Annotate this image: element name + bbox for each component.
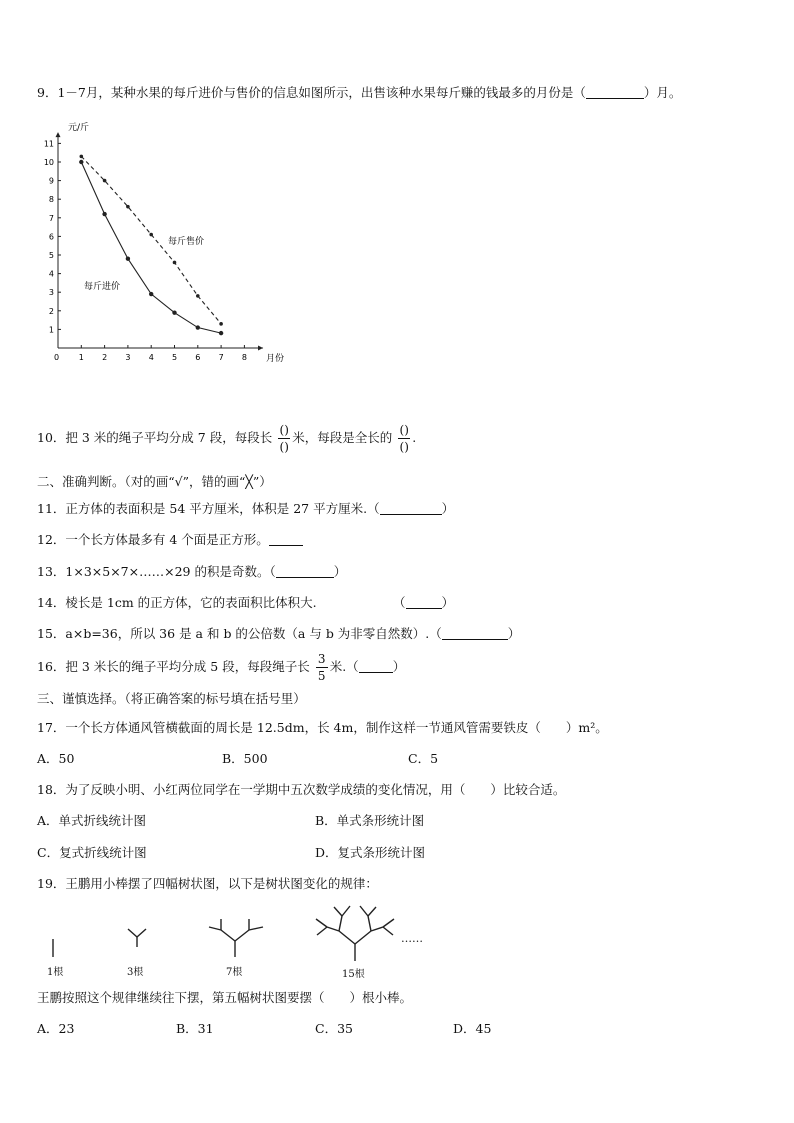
- y-tick-label: 1: [48, 325, 54, 335]
- q19-option-c[interactable]: C．35: [315, 1021, 353, 1036]
- q16-text-a: 16．把 3 米长的绳子平均分成 5 段，每段绳子长: [37, 659, 310, 674]
- q17-option-a[interactable]: A．50: [37, 751, 75, 766]
- section3-heading: 三、谨慎选择。（将正确答案的标号填在括号里）: [37, 691, 306, 706]
- q16-answer-blank[interactable]: [359, 660, 393, 673]
- q16-text-b: 米.（: [329, 659, 359, 674]
- q15-line: [37, 624, 520, 642]
- chart-ticks: [44, 139, 247, 362]
- frac-num: (): [399, 423, 409, 437]
- sell-price-point: [126, 205, 130, 209]
- tree-2-label: 3根: [127, 967, 144, 978]
- q14-answer-blank[interactable]: [406, 596, 442, 609]
- y-tick-label: 8: [48, 195, 54, 205]
- buy-price-point: [172, 310, 176, 314]
- q13-line: [37, 562, 346, 580]
- x-tick-label: 5: [172, 353, 178, 362]
- q19-option-b[interactable]: B．31: [176, 1021, 214, 1036]
- frac-den: (): [399, 440, 409, 454]
- q16-fraction: [316, 653, 328, 682]
- price-line-chart: [40, 118, 300, 378]
- buy-price-point: [196, 325, 200, 329]
- buy-price-point: [219, 331, 223, 335]
- q16-line: [37, 653, 405, 682]
- q18-option-b[interactable]: B．单式条形统计图: [315, 813, 425, 828]
- q12-answer-blank[interactable]: [269, 533, 303, 546]
- tree-ellipsis: ……: [401, 932, 423, 945]
- y-tick-label: 5: [48, 251, 54, 260]
- buy-price-point: [102, 212, 106, 216]
- q10-text-c: .: [412, 430, 417, 445]
- q19-text: 19．王鹏用小棒摆了四幅树状图，以下是树状图变化的规律：: [37, 876, 378, 891]
- frac-den: 5: [317, 669, 326, 683]
- x-tick-label: 7: [218, 353, 224, 362]
- sell-price-point: [149, 233, 153, 237]
- chart-axes: [56, 132, 264, 350]
- q13-text: 13．1×3×5×7×……×29 的积是奇数。（: [37, 564, 276, 579]
- tree-4: [316, 906, 394, 961]
- q15-answer-blank[interactable]: [442, 627, 508, 640]
- q19-option-a[interactable]: A．23: [37, 1021, 75, 1036]
- y-axis-arrow: [56, 132, 61, 137]
- frac-num: (): [279, 423, 289, 437]
- close-paren: ）: [441, 595, 455, 610]
- tree-4-label: 15根: [342, 969, 365, 980]
- x-tick-label: 6: [195, 353, 201, 362]
- sell-price-point: [80, 155, 84, 159]
- q18-option-c[interactable]: C．复式折线统计图: [37, 845, 147, 860]
- x-tick-label: 8: [241, 353, 247, 362]
- chart-ylabel: 元/斤: [68, 123, 90, 133]
- close-paren: ）: [392, 659, 406, 674]
- q9-line: [37, 83, 681, 101]
- q11-answer-blank[interactable]: [380, 502, 442, 515]
- q10-fraction-2[interactable]: [398, 424, 410, 453]
- x-tick-label: 2: [102, 353, 108, 362]
- q12-text: 12．一个长方体最多有 4 个面是正方形。: [37, 532, 269, 547]
- q19-question: 王鹏按照这个规律继续往下摆，第五幅树状图要摆（ ）根小棒。: [37, 990, 413, 1005]
- tree-3-label: 7根: [226, 967, 243, 978]
- q19-option-d[interactable]: D．45: [453, 1021, 492, 1036]
- q17-text: 17．一个长方体通风管横截面的周长是 12.5dm，长 4m，制作这样一节通风管需要铁皮（ ）m²。: [37, 720, 608, 735]
- q18-option-a[interactable]: A．单式折线统计图: [37, 813, 147, 828]
- close-paren: ）: [333, 564, 347, 579]
- legend-sell-label: 每斤售价: [168, 237, 205, 247]
- q11-text: 11．正方体的表面积是 54 平方厘米，体积是 27 平方厘米.（: [37, 501, 380, 516]
- legend-buy-label: 每斤进价: [84, 282, 121, 292]
- frac-bar: [398, 438, 410, 439]
- sell-price-point: [103, 179, 107, 183]
- frac-bar: [278, 438, 290, 439]
- x-axis-arrow: [258, 346, 263, 351]
- q18-text: 18．为了反映小明、小红两位同学在一学期中五次数学成绩的变化情况，用（ ）比较合适。: [37, 782, 566, 797]
- frac-bar: [316, 667, 328, 668]
- y-tick-label: 11: [43, 139, 54, 149]
- sell-price-point: [173, 261, 177, 265]
- q9-text: 9．1－7月，某种水果的每斤进价与售价的信息如图所示，出售该种水果每斤赚的钱最多的月份是（: [37, 85, 586, 100]
- tree-3: [209, 919, 263, 957]
- y-tick-label: 3: [48, 288, 54, 298]
- q10-fraction-1[interactable]: [278, 424, 290, 453]
- q14-answer: （ ）: [393, 595, 455, 610]
- buy-price-point: [149, 292, 153, 296]
- close-paren: ）: [507, 626, 521, 641]
- x-tick-label: 0: [54, 353, 60, 362]
- q17-option-b[interactable]: B．500: [222, 751, 268, 766]
- y-tick-label: 4: [48, 269, 54, 279]
- section2-heading: 二、准确判断。（对的画“√”，错的画“╳”）: [37, 474, 272, 489]
- q15-text: 15．a×b=36，所以 36 是 a 和 b 的公倍数（a 与 b 为非零自然数）.（: [37, 626, 442, 641]
- buy-price-point: [126, 257, 130, 261]
- buy-price-point: [79, 160, 83, 164]
- q17-option-c[interactable]: C．5: [408, 751, 439, 766]
- sell-price-point: [219, 322, 223, 326]
- q11-line: [37, 499, 454, 517]
- y-tick-label: 2: [48, 306, 54, 316]
- frac-den: (): [279, 440, 289, 454]
- q18-option-d[interactable]: D．复式条形统计图: [315, 845, 426, 860]
- q14-line: [37, 593, 317, 611]
- chart-xlabel: 月份: [266, 354, 285, 364]
- buy-price-line: [81, 162, 221, 333]
- x-tick-label: 1: [78, 353, 84, 362]
- x-tick-label: 3: [125, 353, 131, 362]
- y-tick-label: 10: [43, 158, 54, 167]
- q14-text: 14．棱长是 1cm 的正方体，它的表面积比体积大.: [37, 595, 317, 610]
- tree-1-label: 1根: [47, 967, 64, 978]
- x-tick-label: 4: [148, 353, 154, 362]
- q12-line: [37, 530, 303, 548]
- q10-text-b: 米，每段是全长的: [292, 430, 393, 445]
- tree-2: [128, 929, 146, 947]
- q10-line: [37, 424, 416, 453]
- y-tick-label: 6: [48, 232, 54, 242]
- q10-text-a: 10．把 3 米的绳子平均分成 7 段，每段长: [37, 430, 273, 445]
- tree-figures: [37, 897, 457, 982]
- frac-num: 3: [317, 652, 326, 666]
- y-tick-label: 7: [48, 213, 54, 223]
- q9-answer-blank[interactable]: [586, 86, 644, 99]
- q9-tail: ）月。: [643, 85, 682, 100]
- sell-price-point: [196, 294, 200, 298]
- y-tick-label: 9: [48, 176, 54, 186]
- q13-answer-blank[interactable]: [276, 565, 334, 578]
- close-paren: ）: [441, 501, 455, 516]
